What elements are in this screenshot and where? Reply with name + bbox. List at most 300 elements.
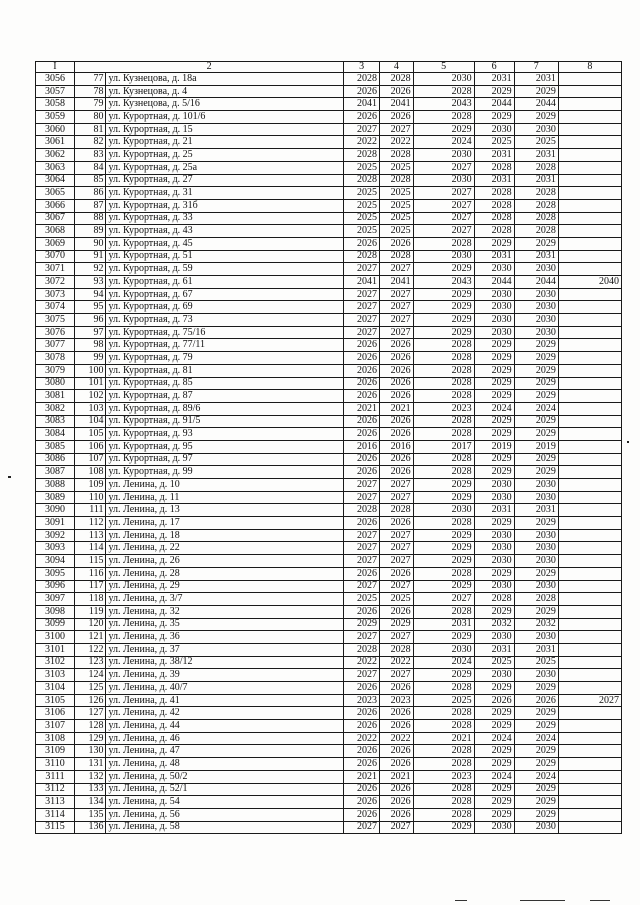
year-col-6-cell: 2030 bbox=[474, 263, 514, 276]
year-col-4-cell: 2027 bbox=[380, 314, 414, 327]
year-col-5-cell: 2028 bbox=[413, 111, 474, 124]
address-cell: ул. Ленина, д. 35 bbox=[106, 618, 344, 631]
year-col-6-cell: 2029 bbox=[474, 237, 514, 250]
row-number-cell: 133 bbox=[74, 783, 106, 796]
address-cell: ул. Ленина, д. 58 bbox=[106, 821, 344, 834]
row-number-cell: 110 bbox=[74, 491, 106, 504]
row-id-cell: 3106 bbox=[36, 707, 75, 720]
year-col-6-cell: 2029 bbox=[474, 745, 514, 758]
address-cell: ул. Ленина, д. 38/12 bbox=[106, 656, 344, 669]
year-col-7-cell: 2031 bbox=[514, 73, 558, 86]
year-col-5-cell: 2029 bbox=[413, 326, 474, 339]
year-col-6-cell: 2031 bbox=[474, 504, 514, 517]
year-col-8-cell bbox=[558, 631, 621, 644]
row-number-cell: 87 bbox=[74, 199, 106, 212]
year-col-7-cell: 2031 bbox=[514, 174, 558, 187]
year-col-8-cell bbox=[558, 364, 621, 377]
table-row bbox=[36, 237, 622, 250]
row-number-cell: 116 bbox=[74, 567, 106, 580]
year-col-3-cell: 2026 bbox=[344, 111, 380, 124]
year-col-4-cell: 2026 bbox=[380, 352, 414, 365]
year-col-7-cell: 2029 bbox=[514, 428, 558, 441]
year-col-8-cell bbox=[558, 643, 621, 656]
year-col-5-cell: 2028 bbox=[413, 339, 474, 352]
scan-speck bbox=[627, 441, 629, 443]
table-row bbox=[36, 111, 622, 124]
row-id-cell: 3071 bbox=[36, 263, 75, 276]
row-id-cell: 3057 bbox=[36, 85, 75, 98]
row-id-cell: 3076 bbox=[36, 326, 75, 339]
address-cell: ул. Ленина, д. 56 bbox=[106, 808, 344, 821]
year-col-8-cell bbox=[558, 745, 621, 758]
year-col-8-cell bbox=[558, 783, 621, 796]
row-number-cell: 112 bbox=[74, 517, 106, 530]
address-cell: ул. Курортная, д. 79 bbox=[106, 352, 344, 365]
table-row bbox=[36, 694, 622, 707]
address-cell: ул. Курортная, д. 89/6 bbox=[106, 402, 344, 415]
address-cell: ул. Курортная, д. 77/11 bbox=[106, 339, 344, 352]
year-col-5-cell: 2029 bbox=[413, 631, 474, 644]
row-id-cell: 3069 bbox=[36, 237, 75, 250]
year-col-4-cell: 2027 bbox=[380, 631, 414, 644]
row-number-cell: 136 bbox=[74, 821, 106, 834]
year-col-3-cell: 2026 bbox=[344, 466, 380, 479]
year-col-5-cell: 2023 bbox=[413, 402, 474, 415]
column-header: 8 bbox=[558, 62, 621, 73]
row-number-cell: 128 bbox=[74, 720, 106, 733]
table-row bbox=[36, 339, 622, 352]
year-col-3-cell: 2026 bbox=[344, 517, 380, 530]
year-col-3-cell: 2027 bbox=[344, 314, 380, 327]
year-col-6-cell: 2030 bbox=[474, 669, 514, 682]
year-col-8-cell bbox=[558, 199, 621, 212]
year-col-5-cell: 2031 bbox=[413, 618, 474, 631]
row-id-cell: 3090 bbox=[36, 504, 75, 517]
table-body bbox=[36, 73, 622, 834]
year-col-8-cell bbox=[558, 73, 621, 86]
year-col-4-cell: 2025 bbox=[380, 593, 414, 606]
address-cell: ул. Курортная, д. 31 bbox=[106, 187, 344, 200]
year-col-4-cell: 2016 bbox=[380, 440, 414, 453]
year-col-7-cell: 2029 bbox=[514, 111, 558, 124]
row-number-cell: 129 bbox=[74, 732, 106, 745]
year-col-7-cell: 2029 bbox=[514, 758, 558, 771]
row-number-cell: 109 bbox=[74, 479, 106, 492]
year-col-6-cell: 2029 bbox=[474, 567, 514, 580]
year-col-5-cell: 2028 bbox=[413, 237, 474, 250]
table-row bbox=[36, 504, 622, 517]
address-cell: ул. Курортная, д. 81 bbox=[106, 364, 344, 377]
row-number-cell: 95 bbox=[74, 301, 106, 314]
year-col-4-cell: 2026 bbox=[380, 517, 414, 530]
year-col-3-cell: 2026 bbox=[344, 390, 380, 403]
year-col-5-cell: 2028 bbox=[413, 567, 474, 580]
address-cell: ул. Курортная, д. 61 bbox=[106, 276, 344, 289]
address-cell: ул. Ленина, д. 37 bbox=[106, 643, 344, 656]
year-col-8-cell bbox=[558, 758, 621, 771]
year-col-3-cell: 2026 bbox=[344, 720, 380, 733]
table-row bbox=[36, 161, 622, 174]
row-id-cell: 3091 bbox=[36, 517, 75, 530]
year-col-6-cell: 2028 bbox=[474, 199, 514, 212]
year-col-8-cell bbox=[558, 770, 621, 783]
year-col-8-cell bbox=[558, 808, 621, 821]
row-number-cell: 123 bbox=[74, 656, 106, 669]
year-col-7-cell: 2030 bbox=[514, 479, 558, 492]
row-id-cell: 3060 bbox=[36, 123, 75, 136]
year-col-6-cell: 2029 bbox=[474, 720, 514, 733]
row-id-cell: 3087 bbox=[36, 466, 75, 479]
table-row bbox=[36, 631, 622, 644]
row-id-cell: 3085 bbox=[36, 440, 75, 453]
year-col-6-cell: 2019 bbox=[474, 440, 514, 453]
row-number-cell: 126 bbox=[74, 694, 106, 707]
address-cell: ул. Ленина, д. 47 bbox=[106, 745, 344, 758]
table-row bbox=[36, 682, 622, 695]
row-id-cell: 3110 bbox=[36, 758, 75, 771]
address-cell: ул. Курортная, д. 25 bbox=[106, 149, 344, 162]
year-col-8-cell bbox=[558, 339, 621, 352]
year-col-6-cell: 2030 bbox=[474, 631, 514, 644]
column-header: 6 bbox=[474, 62, 514, 73]
year-col-3-cell: 2025 bbox=[344, 225, 380, 238]
year-col-4-cell: 2028 bbox=[380, 504, 414, 517]
year-col-6-cell: 2029 bbox=[474, 758, 514, 771]
year-col-5-cell: 2028 bbox=[413, 377, 474, 390]
address-cell: ул. Ленина, д. 3/7 bbox=[106, 593, 344, 606]
year-col-7-cell: 2028 bbox=[514, 199, 558, 212]
row-id-cell: 3098 bbox=[36, 605, 75, 618]
table-row bbox=[36, 212, 622, 225]
year-col-7-cell: 2030 bbox=[514, 491, 558, 504]
row-id-cell: 3079 bbox=[36, 364, 75, 377]
year-col-7-cell: 2029 bbox=[514, 783, 558, 796]
year-col-3-cell: 2027 bbox=[344, 529, 380, 542]
row-id-cell: 3066 bbox=[36, 199, 75, 212]
year-col-5-cell: 2030 bbox=[413, 250, 474, 263]
year-col-7-cell: 2029 bbox=[514, 466, 558, 479]
year-col-5-cell: 2021 bbox=[413, 732, 474, 745]
table-row bbox=[36, 199, 622, 212]
table-row bbox=[36, 187, 622, 200]
year-col-7-cell: 2024 bbox=[514, 402, 558, 415]
table-row bbox=[36, 263, 622, 276]
year-col-8-cell bbox=[558, 529, 621, 542]
address-cell: ул. Ленина, д. 46 bbox=[106, 732, 344, 745]
year-col-6-cell: 2031 bbox=[474, 643, 514, 656]
year-col-4-cell: 2021 bbox=[380, 770, 414, 783]
row-number-cell: 125 bbox=[74, 682, 106, 695]
year-col-7-cell: 2029 bbox=[514, 415, 558, 428]
year-col-5-cell: 2029 bbox=[413, 314, 474, 327]
scan-footer-line bbox=[455, 900, 467, 901]
year-col-6-cell: 2031 bbox=[474, 250, 514, 263]
year-col-6-cell: 2029 bbox=[474, 364, 514, 377]
year-col-5-cell: 2029 bbox=[413, 263, 474, 276]
year-col-7-cell: 2028 bbox=[514, 212, 558, 225]
year-col-5-cell: 2029 bbox=[413, 123, 474, 136]
year-col-3-cell: 2027 bbox=[344, 288, 380, 301]
year-col-4-cell: 2026 bbox=[380, 415, 414, 428]
year-col-3-cell: 2027 bbox=[344, 542, 380, 555]
row-number-cell: 118 bbox=[74, 593, 106, 606]
address-cell: ул. Кузнецова, д. 4 bbox=[106, 85, 344, 98]
row-number-cell: 80 bbox=[74, 111, 106, 124]
row-id-cell: 3112 bbox=[36, 783, 75, 796]
address-cell: ул. Курортная, д. 15 bbox=[106, 123, 344, 136]
row-number-cell: 106 bbox=[74, 440, 106, 453]
year-col-4-cell: 2027 bbox=[380, 542, 414, 555]
year-col-7-cell: 2029 bbox=[514, 453, 558, 466]
table-row bbox=[36, 364, 622, 377]
address-cell: ул. Курортная, д. 93 bbox=[106, 428, 344, 441]
year-col-3-cell: 2025 bbox=[344, 161, 380, 174]
table-row bbox=[36, 288, 622, 301]
row-id-cell: 3094 bbox=[36, 555, 75, 568]
table-row bbox=[36, 377, 622, 390]
year-col-4-cell: 2026 bbox=[380, 377, 414, 390]
year-col-6-cell: 2029 bbox=[474, 415, 514, 428]
year-col-3-cell: 2026 bbox=[344, 453, 380, 466]
year-col-7-cell: 2044 bbox=[514, 276, 558, 289]
year-col-6-cell: 2029 bbox=[474, 111, 514, 124]
year-col-3-cell: 2027 bbox=[344, 580, 380, 593]
table-row bbox=[36, 466, 622, 479]
row-id-cell: 3059 bbox=[36, 111, 75, 124]
year-col-8-cell bbox=[558, 314, 621, 327]
year-col-8-cell bbox=[558, 237, 621, 250]
year-col-4-cell: 2027 bbox=[380, 326, 414, 339]
year-col-4-cell: 2026 bbox=[380, 720, 414, 733]
year-col-6-cell: 2029 bbox=[474, 390, 514, 403]
year-col-7-cell: 2030 bbox=[514, 555, 558, 568]
year-col-3-cell: 2027 bbox=[344, 821, 380, 834]
year-col-5-cell: 2029 bbox=[413, 491, 474, 504]
row-id-cell: 3093 bbox=[36, 542, 75, 555]
row-id-cell: 3099 bbox=[36, 618, 75, 631]
address-cell: ул. Курортная, д. 31б bbox=[106, 199, 344, 212]
year-col-3-cell: 2026 bbox=[344, 707, 380, 720]
year-col-6-cell: 2029 bbox=[474, 428, 514, 441]
year-col-4-cell: 2026 bbox=[380, 111, 414, 124]
row-number-cell: 88 bbox=[74, 212, 106, 225]
row-number-cell: 103 bbox=[74, 402, 106, 415]
address-cell: ул. Курортная, д. 91/5 bbox=[106, 415, 344, 428]
year-col-5-cell: 2029 bbox=[413, 288, 474, 301]
row-id-cell: 3082 bbox=[36, 402, 75, 415]
year-col-3-cell: 2022 bbox=[344, 136, 380, 149]
year-col-4-cell: 2023 bbox=[380, 694, 414, 707]
year-col-8-cell bbox=[558, 326, 621, 339]
table-row bbox=[36, 479, 622, 492]
year-col-8-cell bbox=[558, 491, 621, 504]
year-col-7-cell: 2029 bbox=[514, 364, 558, 377]
year-col-6-cell: 2044 bbox=[474, 98, 514, 111]
year-col-8-cell bbox=[558, 567, 621, 580]
row-id-cell: 3109 bbox=[36, 745, 75, 758]
row-id-cell: 3073 bbox=[36, 288, 75, 301]
year-col-3-cell: 2026 bbox=[344, 339, 380, 352]
year-col-6-cell: 2024 bbox=[474, 732, 514, 745]
table-row bbox=[36, 720, 622, 733]
year-col-3-cell: 2026 bbox=[344, 364, 380, 377]
year-col-8-cell bbox=[558, 479, 621, 492]
row-id-cell: 3077 bbox=[36, 339, 75, 352]
year-col-7-cell: 2032 bbox=[514, 618, 558, 631]
row-id-cell: 3114 bbox=[36, 808, 75, 821]
column-header: 7 bbox=[514, 62, 558, 73]
year-col-4-cell: 2028 bbox=[380, 149, 414, 162]
year-col-3-cell: 2026 bbox=[344, 605, 380, 618]
year-col-7-cell: 2028 bbox=[514, 161, 558, 174]
year-col-5-cell: 2028 bbox=[413, 796, 474, 809]
address-cell: ул. Курортная, д. 59 bbox=[106, 263, 344, 276]
year-col-4-cell: 2026 bbox=[380, 808, 414, 821]
year-col-6-cell: 2025 bbox=[474, 136, 514, 149]
year-col-3-cell: 2027 bbox=[344, 326, 380, 339]
scan-speck bbox=[8, 476, 11, 478]
year-col-5-cell: 2029 bbox=[413, 555, 474, 568]
year-col-6-cell: 2030 bbox=[474, 542, 514, 555]
year-col-4-cell: 2027 bbox=[380, 555, 414, 568]
row-id-cell: 3107 bbox=[36, 720, 75, 733]
year-col-4-cell: 2025 bbox=[380, 199, 414, 212]
row-number-cell: 122 bbox=[74, 643, 106, 656]
year-col-4-cell: 2028 bbox=[380, 174, 414, 187]
table-row bbox=[36, 555, 622, 568]
column-number-row bbox=[36, 62, 622, 73]
year-col-3-cell: 2022 bbox=[344, 656, 380, 669]
table-row bbox=[36, 783, 622, 796]
address-cell: ул. Курортная, д. 25а bbox=[106, 161, 344, 174]
year-col-5-cell: 2023 bbox=[413, 770, 474, 783]
year-col-5-cell: 2029 bbox=[413, 542, 474, 555]
year-col-7-cell: 2029 bbox=[514, 237, 558, 250]
year-col-8-cell bbox=[558, 149, 621, 162]
address-cell: ул. Ленина, д. 10 bbox=[106, 479, 344, 492]
year-col-8-cell bbox=[558, 605, 621, 618]
address-cell: ул. Курортная, д. 97 bbox=[106, 453, 344, 466]
year-col-6-cell: 2030 bbox=[474, 491, 514, 504]
year-col-4-cell: 2027 bbox=[380, 263, 414, 276]
address-cell: ул. Курортная, д. 27 bbox=[106, 174, 344, 187]
year-col-5-cell: 2028 bbox=[413, 720, 474, 733]
year-col-3-cell: 2025 bbox=[344, 593, 380, 606]
year-col-5-cell: 2029 bbox=[413, 301, 474, 314]
row-number-cell: 100 bbox=[74, 364, 106, 377]
year-col-5-cell: 2027 bbox=[413, 161, 474, 174]
row-number-cell: 114 bbox=[74, 542, 106, 555]
table-row bbox=[36, 402, 622, 415]
year-col-4-cell: 2026 bbox=[380, 783, 414, 796]
year-col-7-cell: 2031 bbox=[514, 250, 558, 263]
row-id-cell: 3063 bbox=[36, 161, 75, 174]
year-col-6-cell: 2030 bbox=[474, 479, 514, 492]
row-id-cell: 3078 bbox=[36, 352, 75, 365]
row-number-cell: 121 bbox=[74, 631, 106, 644]
table-row bbox=[36, 225, 622, 238]
year-col-7-cell: 2030 bbox=[514, 326, 558, 339]
year-col-4-cell: 2027 bbox=[380, 669, 414, 682]
year-col-5-cell: 2029 bbox=[413, 669, 474, 682]
year-col-8-cell bbox=[558, 428, 621, 441]
row-number-cell: 113 bbox=[74, 529, 106, 542]
row-number-cell: 79 bbox=[74, 98, 106, 111]
table-row bbox=[36, 656, 622, 669]
row-id-cell: 3105 bbox=[36, 694, 75, 707]
address-cell: ул. Курортная, д. 21 bbox=[106, 136, 344, 149]
row-id-cell: 3083 bbox=[36, 415, 75, 428]
address-cell: ул. Ленина, д. 41 bbox=[106, 694, 344, 707]
year-col-8-cell bbox=[558, 669, 621, 682]
year-col-5-cell: 2027 bbox=[413, 212, 474, 225]
address-cell: ул. Ленина, д. 36 bbox=[106, 631, 344, 644]
year-col-7-cell: 2024 bbox=[514, 732, 558, 745]
year-col-7-cell: 2029 bbox=[514, 517, 558, 530]
year-col-8-cell bbox=[558, 707, 621, 720]
year-col-7-cell: 2026 bbox=[514, 694, 558, 707]
row-number-cell: 96 bbox=[74, 314, 106, 327]
year-col-8-cell bbox=[558, 453, 621, 466]
year-col-7-cell: 2029 bbox=[514, 682, 558, 695]
year-col-4-cell: 2022 bbox=[380, 136, 414, 149]
year-col-3-cell: 2027 bbox=[344, 301, 380, 314]
address-cell: ул. Курортная, д. 101/6 bbox=[106, 111, 344, 124]
table-row bbox=[36, 770, 622, 783]
year-col-6-cell: 2028 bbox=[474, 225, 514, 238]
year-col-7-cell: 2030 bbox=[514, 123, 558, 136]
table-row bbox=[36, 440, 622, 453]
year-col-5-cell: 2029 bbox=[413, 479, 474, 492]
column-header: 4 bbox=[380, 62, 414, 73]
year-col-4-cell: 2025 bbox=[380, 225, 414, 238]
year-col-7-cell: 2028 bbox=[514, 225, 558, 238]
row-number-cell: 108 bbox=[74, 466, 106, 479]
year-col-4-cell: 2026 bbox=[380, 567, 414, 580]
row-number-cell: 132 bbox=[74, 770, 106, 783]
row-id-cell: 3081 bbox=[36, 390, 75, 403]
address-cell: ул. Курортная, д. 75/16 bbox=[106, 326, 344, 339]
table-row bbox=[36, 326, 622, 339]
table-row bbox=[36, 643, 622, 656]
year-col-4-cell: 2026 bbox=[380, 390, 414, 403]
year-col-5-cell: 2028 bbox=[413, 758, 474, 771]
column-header: 3 bbox=[344, 62, 380, 73]
row-id-cell: 3086 bbox=[36, 453, 75, 466]
year-col-4-cell: 2025 bbox=[380, 212, 414, 225]
year-col-5-cell: 2029 bbox=[413, 529, 474, 542]
address-cell: ул. Курортная, д. 67 bbox=[106, 288, 344, 301]
year-col-3-cell: 2028 bbox=[344, 504, 380, 517]
row-number-cell: 127 bbox=[74, 707, 106, 720]
year-col-3-cell: 2041 bbox=[344, 276, 380, 289]
table-row bbox=[36, 567, 622, 580]
table-row bbox=[36, 276, 622, 289]
year-col-6-cell: 2024 bbox=[474, 770, 514, 783]
row-id-cell: 3065 bbox=[36, 187, 75, 200]
row-number-cell: 77 bbox=[74, 73, 106, 86]
address-cell: ул. Ленина, д. 39 bbox=[106, 669, 344, 682]
year-col-7-cell: 2024 bbox=[514, 770, 558, 783]
year-col-8-cell bbox=[558, 542, 621, 555]
table-row bbox=[36, 352, 622, 365]
row-id-cell: 3115 bbox=[36, 821, 75, 834]
year-col-7-cell: 2030 bbox=[514, 580, 558, 593]
year-col-7-cell: 2025 bbox=[514, 136, 558, 149]
table-row bbox=[36, 73, 622, 86]
year-col-5-cell: 2028 bbox=[413, 85, 474, 98]
year-col-7-cell: 2028 bbox=[514, 187, 558, 200]
